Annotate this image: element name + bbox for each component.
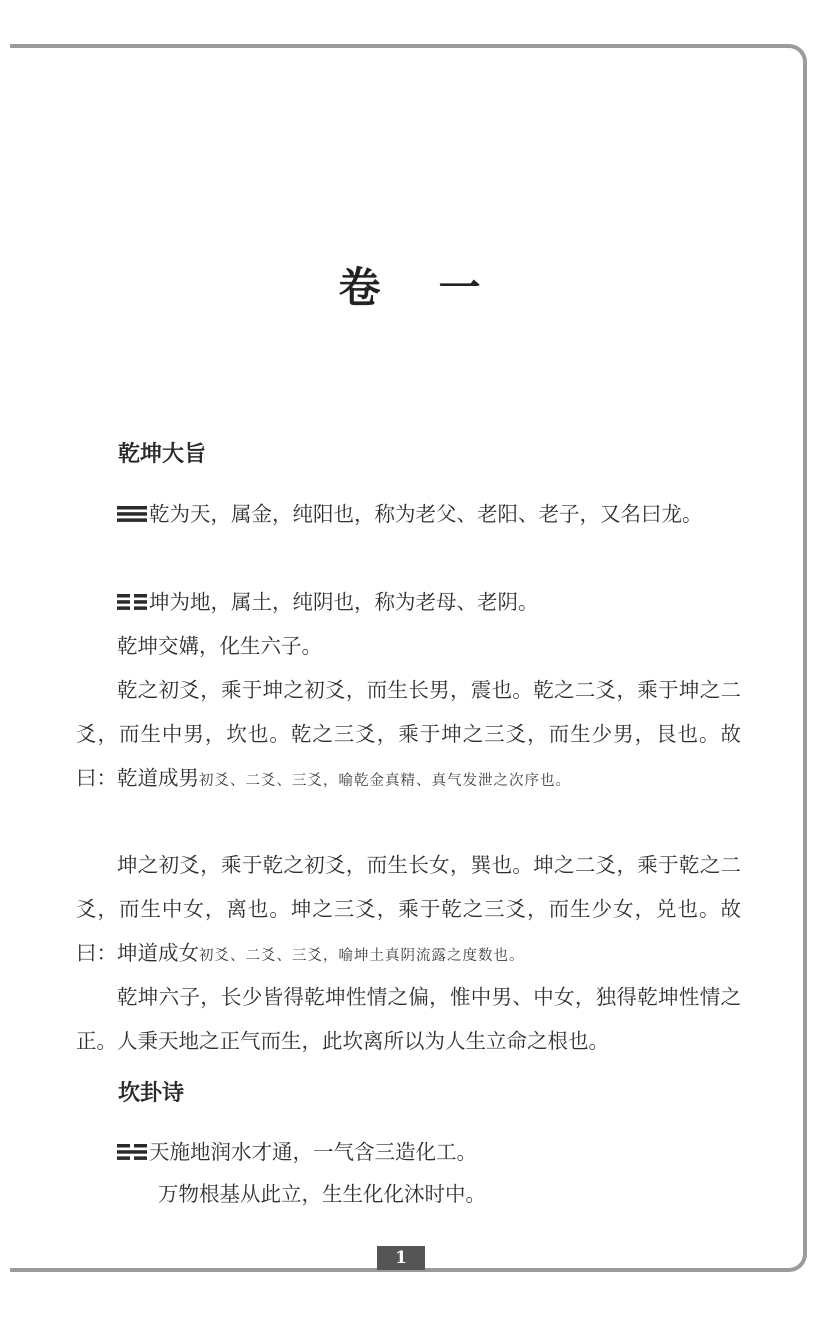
paragraph-qian: [76, 492, 741, 536]
chapter-title: 卷一: [338, 263, 539, 312]
trigram-kan-icon: [117, 1143, 147, 1161]
paragraph-kun-daughters: [76, 843, 741, 978]
annotation-kun-daughters: 初爻、二爻、三爻，喻坤土真阴流露之度数也。: [199, 948, 525, 964]
paragraph-qian-sons: [76, 668, 741, 803]
paragraph-kun: [76, 580, 741, 624]
trigram-kun-icon: [117, 593, 147, 611]
paragraph-jiaogou: 乾坤交媾，化生六子。: [117, 634, 322, 658]
poem-line-1-text: 天施地润水才通，一气含三造化工。: [149, 1140, 477, 1164]
paragraph-qian-text: 乾为天，属金，纯阳也，称为老父、老阳、老子，又名曰龙。: [149, 502, 703, 526]
paragraph-six-children: 乾坤六子，长少皆得乾坤性情之偏，惟中男、中女，独得乾坤性情之正。人秉天地之正气而生，此坎离所以为人生立命之根也。: [76, 985, 741, 1053]
annotation-qian-sons: 初爻、二爻、三爻，喻乾金真精、真气发泄之次序也。: [199, 773, 571, 789]
page-number: 1: [377, 1246, 425, 1270]
poem-line-1: [117, 1130, 477, 1174]
paragraph-kun-text: 坤为地，属土，纯阴也，称为老母、老阴。: [149, 590, 539, 614]
poem-line-2: 万物根基从此立，生生化化沐时中。: [158, 1182, 486, 1206]
section-heading-qiankun: 乾坤大旨: [118, 442, 207, 467]
section-heading-kan-poem: 坎卦诗: [118, 1081, 185, 1106]
trigram-qian-icon: [117, 505, 147, 523]
paragraph-kun-daughters-text: 坤之初爻，乘于乾之初爻，而生长女，巽也。坤之二爻，乘于乾之二爻，而生中女，离也。坤之三爻，乘于乾之三爻，而生少女，兑也。故曰：坤道成女: [76, 853, 741, 965]
paragraph-qian-sons-text: 乾之初爻，乘于坤之初爻，而生长男，震也。乾之二爻，乘于坤之二爻，而生中男，坎也。乾之三爻，乘于坤之三爻，而生少男，艮也。故曰：乾道成男: [76, 678, 741, 790]
